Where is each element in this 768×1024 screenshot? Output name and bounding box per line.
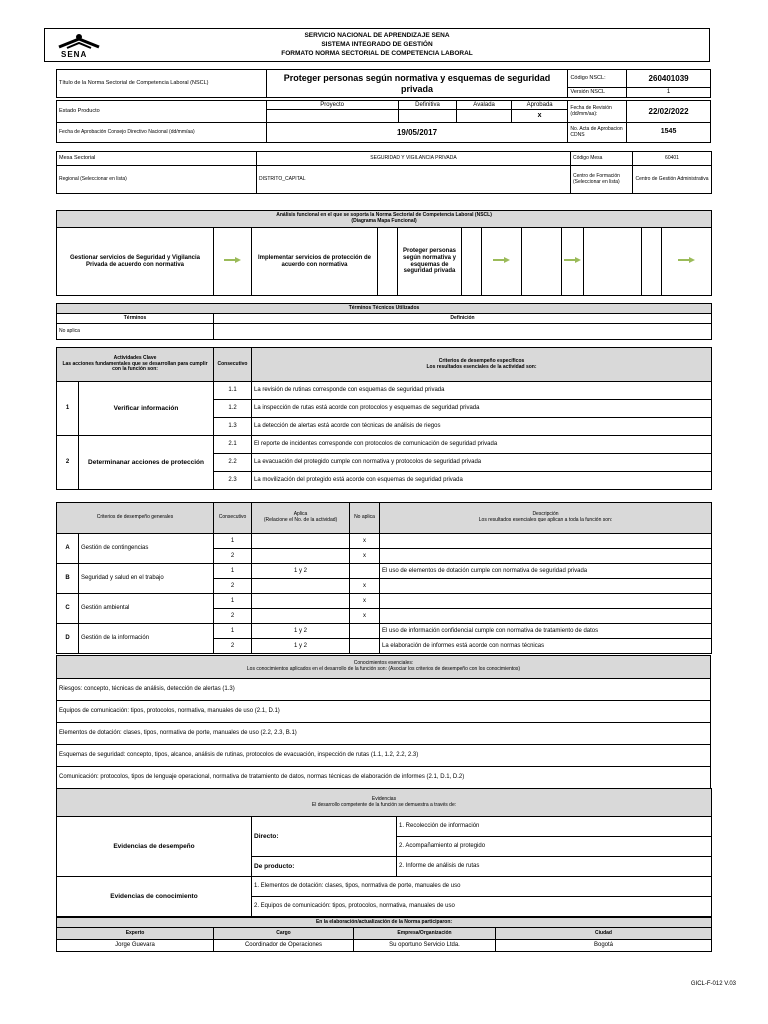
general-name: Gestión ambiental [79, 594, 214, 624]
codmesa-label: Código Mesa [571, 152, 633, 166]
version-label: Versión NSCL [568, 88, 627, 98]
participants-col-empresa: Empresa/Organización [354, 928, 496, 940]
terms-table [56, 303, 711, 340]
estado-table [56, 100, 711, 143]
aprob-label: Fecha de Aprobación Consejo Directivo Nacional (dd/mm/aa) [57, 123, 267, 143]
criterion-text: La evacuación del protegido cumple con normativa y protocolos de seguridad privada [252, 454, 712, 472]
functional-title1: Análisis funcional en el que se soporta la Norma Sectorial de Competencia Laboral (NSCL) [276, 212, 492, 219]
participants-col-ciudad: Ciudad [496, 928, 712, 940]
general-desc [380, 609, 712, 624]
logo-text: SENA [61, 50, 88, 59]
general-letter: D [57, 624, 79, 654]
activity-num: 1 [57, 382, 79, 436]
general-col-aplica1: Aplica [293, 511, 308, 518]
estado-label: Estado Producto [57, 101, 267, 123]
arrow-right-icon [493, 257, 511, 263]
general-col-desc2: Los resultados esenciales que aplican a toda la función son: [478, 517, 613, 523]
general-desc: La elaboración de informes está acorde con normas técnicas [380, 639, 712, 654]
evidence-directo-label: Directo: [252, 817, 397, 857]
general-name: Gestión de la información [79, 624, 214, 654]
info-table [56, 69, 711, 98]
general-col-desc1: Descripción [532, 511, 559, 518]
mesa-table [56, 151, 711, 194]
general-table [56, 502, 711, 654]
code-value: 260401039 [627, 70, 711, 88]
criterion-text: La detección de alertas está acorde con técnicas de análisis de riegos [252, 418, 712, 436]
general-col-aplica2: (Relacione el No. de la actividad) [263, 517, 338, 523]
function-box-3: Proteger personas según normativa y esquemas de seguridad privada [398, 228, 462, 296]
evidence-title1: Evidencias [371, 795, 397, 802]
col-aprobada: Aprobada [511, 101, 568, 110]
general-n: 2 [214, 579, 252, 594]
criterion-code: 1.1 [214, 382, 252, 400]
general-aplica [252, 549, 350, 564]
criterion-code: 1.3 [214, 418, 252, 436]
terms-col-def: Definición [214, 314, 712, 324]
general-letter: A [57, 534, 79, 564]
general-aplica [252, 534, 350, 549]
general-aplica [252, 594, 350, 609]
definitiva-cell [398, 110, 457, 123]
knowledge-item: Equipos de comunicación: tipos, protocolos, normativa, manuales de uso (2.1, D.1) [57, 701, 711, 723]
general-letter: C [57, 594, 79, 624]
criterion-code: 2.3 [214, 472, 252, 490]
general-noaplica [350, 564, 380, 579]
criterion-code: 1.2 [214, 400, 252, 418]
knowledge-title1: Conocimientos esenciales: [353, 660, 414, 667]
general-name: Seguridad y salud en el trabajo [79, 564, 214, 594]
general-n: 1 [214, 594, 252, 609]
header-format: FORMATO NORMA SECTORIAL DE COMPETENCIA LABORAL [281, 50, 473, 57]
footer-code: GICL-F-012 V.03 [690, 981, 736, 987]
criterion-code: 2.2 [214, 454, 252, 472]
criterion-text: La inspección de rutas está acorde con protocolos y esquemas de seguridad privada [252, 400, 712, 418]
general-n: 2 [214, 549, 252, 564]
general-noaplica: x [350, 579, 380, 594]
functional-title2: (Diagrama Mapa Funcional) [351, 218, 417, 224]
criterion-code: 2.1 [214, 436, 252, 454]
code-label: Código NSCL: [568, 70, 627, 88]
evidence-conocimiento-item: 1. Elementos de dotación: clases, tipos, normativa de porte, manuales de uso [252, 877, 712, 897]
general-name: Gestión de contingencias [79, 534, 214, 564]
knowledge-item: Esquemas de seguridad: concepto, tipos, alcance, análisis de rutinas, protocolos de evacuación, inspección de rutas (1.1, 1.2, 2.2, 2.3) [57, 745, 711, 767]
participant-experto: Jorge Guevara [57, 940, 214, 952]
activities-col-consec: Consecutivo [214, 348, 252, 382]
participants-col-experto: Experto [57, 928, 214, 940]
avalada-cell [457, 110, 511, 123]
knowledge-item: Riesgos: concepto, técnicas de análisis, detección de alertas (1.3) [57, 679, 711, 701]
general-aplica: 1 y 2 [252, 564, 350, 579]
general-desc [380, 594, 712, 609]
revision-label: Fecha de Revisión (dd/mm/aa): [568, 101, 627, 123]
general-n: 2 [214, 639, 252, 654]
general-noaplica: x [350, 549, 380, 564]
participants-table [56, 917, 711, 952]
knowledge-item: Elementos de dotación: clases, tipos, normativa de porte, manuales de uso (2.2, 2.3, B.1) [57, 723, 711, 745]
centro-label: Centro de Formación (Seleccionar en lista) [571, 166, 633, 194]
arrow-right-icon [224, 257, 242, 263]
general-noaplica: x [350, 594, 380, 609]
participant-cargo: Coordinador de Operaciones [214, 940, 354, 952]
terms-title: Términos Técnicos Utilizados [57, 304, 712, 314]
general-noaplica [350, 639, 380, 654]
activities-head2: Las acciones fundamentales que se desarrollan para cumplir con la función son: [62, 360, 208, 373]
evidence-desempeno-label: Evidencias de desempeño [57, 817, 252, 877]
participant-empresa: Su oportuno Servicio Ltda. [354, 940, 496, 952]
criterion-text: La movilización del protegido está acorde con esquemas de seguridad privada [252, 472, 712, 490]
knowledge-item: Comunicación: protocolos, tipos de lenguaje operacional, normativa de tratamiento de datos, normas técnicas de elaboración de informes (2.1, D.1, D.2) [57, 767, 711, 789]
functional-map [56, 210, 711, 296]
evidence-table [56, 788, 711, 917]
regional-value: DISTRITO_CAPITAL [257, 166, 571, 194]
regional-label: Regional (Seleccionar en lista) [57, 166, 257, 194]
activities-crit2: Los resultados esenciales de la actividad son: [426, 363, 537, 370]
general-aplica: 1 y 2 [252, 624, 350, 639]
general-aplica [252, 609, 350, 624]
acta-value: 1545 [627, 123, 711, 143]
activities-head1: Actividades Clave [113, 354, 157, 361]
activities-table [56, 347, 711, 490]
revision-value: 22/02/2022 [627, 101, 711, 123]
header-org: SERVICIO NACIONAL DE APRENDIZAJE SENA [304, 32, 450, 39]
mesa-value: SEGURIDAD Y VIGILANCIA PRIVADA [257, 152, 571, 166]
general-col-consec: Consecutivo [214, 503, 252, 534]
evidence-title2: El desarrollo competente de la función se demuestra a través de: [311, 801, 457, 808]
terms-col-term: Términos [57, 314, 214, 324]
general-n: 1 [214, 624, 252, 639]
activity-name: Verificar información [79, 382, 214, 436]
general-n: 1 [214, 534, 252, 549]
general-desc [380, 534, 712, 549]
acta-label: No. Acta de Aprobacion CDNS [568, 123, 627, 143]
criterion-text: El reporte de incidentes corresponde con protocolos de comunicación de seguridad privada [252, 436, 712, 454]
general-noaplica: x [350, 534, 380, 549]
participant-ciudad: Bogotá [496, 940, 712, 952]
aprobada-mark: x [511, 110, 568, 123]
header-block [44, 28, 710, 62]
title-label: Título de la Norma Sectorial de Competencia Laboral (NSCL) [57, 70, 267, 98]
general-n: 2 [214, 609, 252, 624]
activity-num: 2 [57, 436, 79, 490]
general-n: 1 [214, 564, 252, 579]
evidence-producto-label: De producto: [252, 857, 397, 877]
version-value: 1 [627, 88, 711, 98]
aprob-value: 19/05/2017 [266, 123, 568, 143]
col-definitiva: Definitiva [398, 101, 457, 110]
general-desc: El uso de información confidencial cumple con normativa de tratamiento de datos [380, 624, 712, 639]
evidence-conocimiento-item: 2. Equipos de comunicación: tipos, protocolos, normativa, manuales de uso [252, 897, 712, 917]
participants-col-cargo: Cargo [214, 928, 354, 940]
criterion-text: La revisión de rutinas corresponde con esquemas de seguridad privada [252, 382, 712, 400]
function-box-1: Gestionar servicios de Seguridad y Vigilancia Privada de acuerdo con normativa [57, 228, 214, 296]
general-col-crit: Criterios de desempeño generales [57, 503, 214, 534]
centro-value: Centro de Gestión Administrativa [633, 166, 712, 194]
general-aplica [252, 579, 350, 594]
col-proyecto: Proyecto [266, 101, 398, 110]
general-aplica: 1 y 2 [252, 639, 350, 654]
terms-row-term: No aplica [57, 324, 214, 340]
activity-name: Determinanar acciones de protección [79, 436, 214, 490]
knowledge-table [56, 655, 711, 789]
header-system: SISTEMA INTEGRADO DE GESTIÓN [321, 41, 433, 48]
col-avalada: Avalada [457, 101, 511, 110]
evidence-directo-item: 2. Acompañamiento al protegido [397, 837, 712, 857]
function-box-2: Implementar servicios de protección de acuerdo con normativa [252, 228, 378, 296]
general-desc [380, 579, 712, 594]
arrow-right-icon [564, 257, 582, 263]
participants-title: En la elaboración/actualización de la Norma participaron: [57, 918, 712, 928]
general-desc: El uso de elementos de dotación cumple con normativa de seguridad privada [380, 564, 712, 579]
activities-crit1: Criterios de desempeño específicos [438, 357, 525, 364]
evidence-conocimiento-label: Evidencias de conocimiento [57, 877, 252, 917]
general-col-noaplica: No aplica [350, 503, 380, 534]
arrow-right-icon [678, 257, 696, 263]
evidence-directo-item: 1. Recolección de información [397, 817, 712, 837]
proyecto-cell [266, 110, 398, 123]
knowledge-title2: Los conocimientos aplicados en el desarrollo de la función son: (Asociar los criterios de desempeño con los conocimientos) [246, 666, 521, 672]
evidence-producto-item: 2. Informe de análisis de rutas [397, 857, 712, 877]
general-desc [380, 549, 712, 564]
general-letter: B [57, 564, 79, 594]
mesa-label: Mesa Sectorial [57, 152, 257, 166]
general-noaplica [350, 624, 380, 639]
general-noaplica: x [350, 609, 380, 624]
title-value: Proteger personas según normativa y esquemas de seguridad privada [266, 70, 568, 98]
codmesa-value: 60401 [633, 152, 712, 166]
terms-row-def [214, 324, 712, 340]
